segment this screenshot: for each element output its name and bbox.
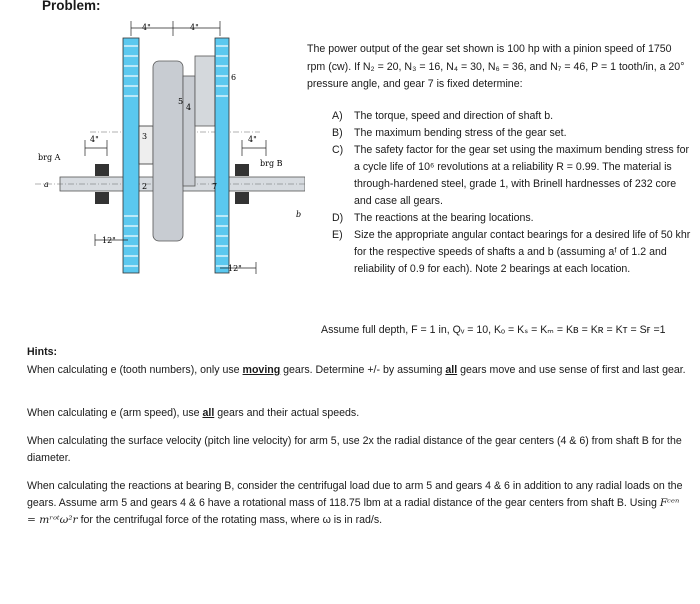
gear-6-hub bbox=[195, 56, 215, 126]
dim-top-left: 4" bbox=[142, 23, 151, 32]
dim-right-4: 4" bbox=[248, 135, 257, 144]
problem-title: Problem: bbox=[42, 0, 101, 13]
bearing-b-bottom bbox=[235, 192, 249, 204]
dim-left-12: 12" bbox=[102, 236, 116, 245]
gear-2-label: 2 bbox=[142, 182, 148, 191]
question-d: D) The reactions at the bearing locations. bbox=[332, 212, 534, 224]
question-list bbox=[332, 108, 692, 278]
assumptions: Assume full depth, F = 1 in, Qᵥ = 10, Kₒ = Kₛ = Kₘ = Kʙ = Kʀ = Kᴛ = Sғ =1 bbox=[321, 324, 666, 336]
hints-heading: Hints: bbox=[27, 346, 58, 358]
brg-a-label: brg A bbox=[38, 153, 61, 162]
gear-7 bbox=[215, 38, 229, 273]
gear-6-label: 6 bbox=[231, 73, 237, 82]
gear-2 bbox=[123, 38, 139, 273]
gear-4 bbox=[183, 76, 195, 186]
gear-3-label: 3 bbox=[142, 132, 148, 141]
question-e: E) Size the appropriate angular contact bearings for a desired life of 50 khr for the respective speeds of shafts a and b (assuming aᶠ of 1.2 and reliability of 0.9 for each). Note 2 bearings at each location. bbox=[332, 229, 691, 275]
bearing-a-bottom bbox=[95, 192, 109, 204]
shaft-a-label: a bbox=[44, 180, 49, 189]
hint-bearing-reactions: When calculating the reactions at bearing B, consider the centrifugal load due to arm 5 and gears 4 & 6 in addition to any radial loads on the gears. Assume arm 5 and gears 4 & 6 have a rotational mass of 118.75 lbm at a radial distance of the gear centers from shaft B. Using Fᶜᵉⁿ = mʳᵒᵗω²r for the centrifugal force of the rotating mass, where ω is in rad/s. bbox=[27, 480, 683, 526]
arm-5-label: 5 bbox=[178, 97, 184, 106]
hint-surface-velocity: When calculating the surface velocity (pitch line velocity) for arm 5, use 2x the radial distance of the gear centers (4 & 6) from shaft B for the diameter. bbox=[27, 435, 682, 464]
dim-top-right: 4" bbox=[190, 23, 199, 32]
hint-arm-speed: When calculating e (arm speed), use all gears and their actual speeds. bbox=[27, 407, 360, 419]
gear-4-label: 4 bbox=[186, 103, 192, 112]
hint-tooth-numbers: When calculating e (tooth numbers), only use moving gears. Determine +/- by assuming all gears move and use sense of first and last gear. bbox=[27, 364, 686, 376]
bearing-a-top bbox=[95, 164, 109, 176]
shaft-b-label: b bbox=[296, 210, 302, 219]
question-c: C) The safety factor for the gear set using the maximum bending stress for a cycle life of 10⁶ revolutions at a reliability R = 0.99. The material is through-hardened steel, grade 1, with Brinell hardnesses of 232 core and case all gears. bbox=[332, 144, 690, 207]
arm-5 bbox=[153, 61, 183, 241]
dim-left-4: 4" bbox=[90, 135, 99, 144]
brg-b-label: brg B bbox=[260, 159, 283, 168]
question-b: B) The maximum bending stress of the gear set. bbox=[332, 127, 567, 139]
bearing-b-top bbox=[235, 164, 249, 176]
problem-statement: The power output of the gear set shown is 100 hp with a pinion speed of 1750 rpm (cw). If N₂ = 20, N₃ = 16, N₄ = 30, N₆ = 36, and N₇ = 46, P = 1 tooth/in, a 20° pressure angle, and gear 7 is fixed determine: bbox=[307, 43, 685, 90]
gear-train-diagram bbox=[30, 16, 305, 286]
gear-7-label: 7 bbox=[212, 182, 218, 191]
question-a: A) The torque, speed and direction of shaft b. bbox=[332, 110, 554, 122]
dim-right-12: 12" bbox=[228, 264, 242, 273]
